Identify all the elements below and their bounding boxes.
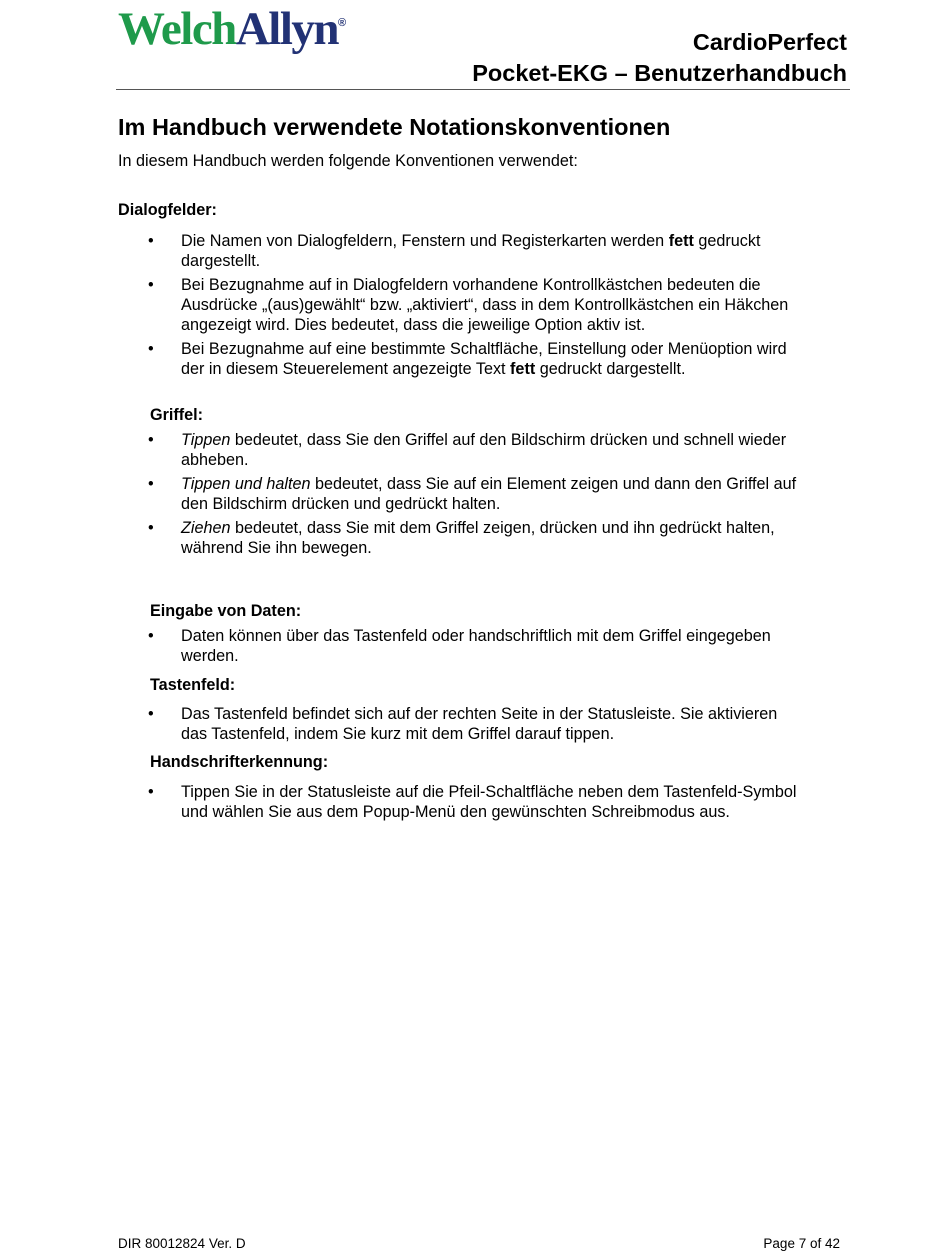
logo-welch: Welch (118, 3, 236, 55)
welch-allyn-logo (118, 3, 347, 55)
header-manual-title: Pocket-EKG – Benutzerhandbuch (472, 60, 847, 86)
list-item: Bei Bezugnahme auf eine bestimmte Schaltfläche, Einstellung oder Menüoption wird der in diesem Steuerelement angezeigte Text fett gedruckt dargestellt. (181, 340, 787, 378)
footer-doc-id: DIR 80012824 Ver. D (118, 1236, 246, 1251)
list-item: Das Tastenfeld befindet sich auf der rechten Seite in der Statusleiste. Sie aktivieren das Tastenfeld, indem Sie kurz mit dem Griffel darauf tippen. (181, 705, 778, 743)
eingabe-heading: Eingabe von Daten: (150, 602, 302, 620)
bullet-icon: • (148, 431, 154, 449)
list-item: Die Namen von Dialogfeldern, Fenstern und Registerkarten werden fett gedruckt dargestellt. (181, 232, 761, 270)
list-item: Bei Bezugnahme auf in Dialogfeldern vorhandene Kontrollkästchen bedeuten die Ausdrücke „(aus)gewählt“ bzw. „aktiviert“, dass in dem Kontrollkästchen ein Häkchen angezeigt wird. Dies bedeutet, dass die jeweilige Option aktiv ist. (181, 276, 789, 334)
header-divider (116, 89, 850, 90)
bullet-icon: • (148, 276, 154, 294)
bullet-icon: • (148, 519, 154, 537)
handschrift-heading: Handschrifterkennung: (150, 753, 329, 771)
header-product-title: CardioPerfect (692, 29, 847, 55)
footer-page-number: Page 7 of 42 (763, 1236, 840, 1251)
griffel-heading: Griffel: (150, 406, 204, 424)
bullet-icon: • (148, 475, 154, 493)
bullet-icon: • (148, 232, 154, 250)
list-item: Tippen und halten bedeutet, dass Sie auf ein Element zeigen und dann den Griffel auf den Bildschirm drücken und gedrückt halten. (181, 475, 797, 513)
list-item: Ziehen bedeutet, dass Sie mit dem Griffel zeigen, drücken und ihn gedrückt halten, während Sie ihn bewegen. (181, 519, 775, 557)
page-title: Im Handbuch verwendete Notationskonventionen (118, 114, 671, 140)
bullet-icon: • (148, 340, 154, 358)
list-item: Tippen Sie in der Statusleiste auf die Pfeil-Schaltfläche neben dem Tastenfeld-Symbol und wählen Sie aus dem Popup-Menü den gewünschten Schreibmodus aus. (181, 783, 797, 821)
list-item: Tippen bedeutet, dass Sie den Griffel auf den Bildschirm drücken und schnell wieder abheben. (181, 431, 787, 469)
bullet-icon: • (148, 627, 154, 645)
bullet-icon: • (148, 705, 154, 723)
list-item: Daten können über das Tastenfeld oder handschriftlich mit dem Griffel eingegeben werden. (181, 627, 771, 665)
logo-registered-mark: ® (338, 17, 347, 29)
logo-allyn: Allyn (235, 3, 339, 55)
dialogfelder-heading: Dialogfelder: (118, 201, 217, 219)
tastenfeld-heading: Tastenfeld: (150, 676, 236, 694)
bullet-icon: • (148, 783, 154, 801)
intro-text: In diesem Handbuch werden folgende Konventionen verwendet: (118, 152, 578, 170)
